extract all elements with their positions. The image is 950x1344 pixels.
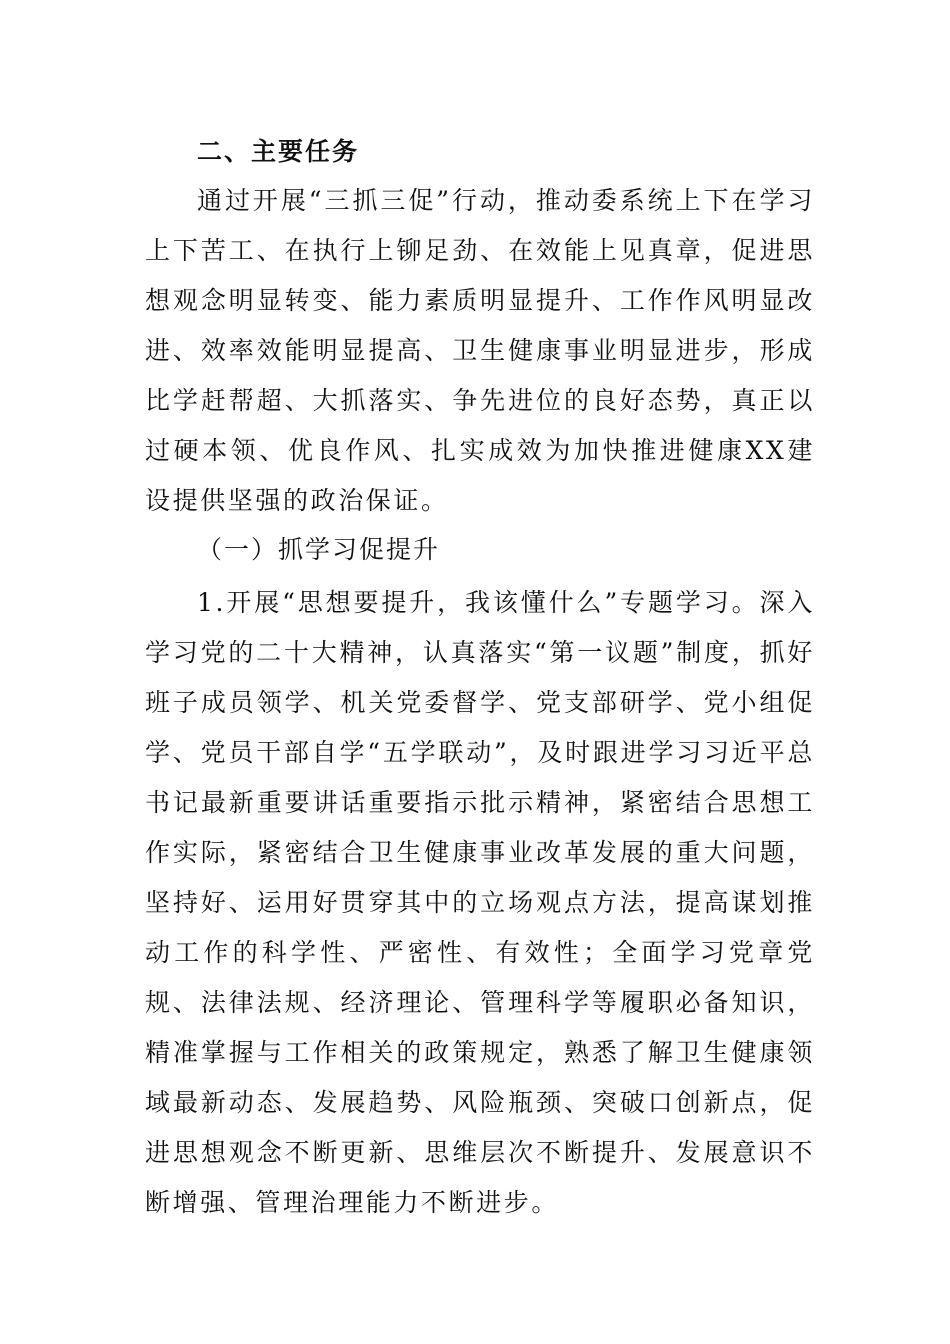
subsection-heading: （一）抓学习促提升 [197, 535, 441, 564]
paragraph-study-item-1: 1.开展“思想要提升，我该懂什么”专题学习。深入学习党的二十大精神，认真落实“第一议题”制度，抓好班子成员领学、机关党委督学、党支部研学、党小组促学、党员干部自学“五学联动”，及时跟进学习习近平总书记最新重要讲话重要指示批示精神，紧密结合思想工作实际，紧密结合卫生健康事业改革发展的重大问题，坚持好、运用好贯穿其中的立场观点方法，提高谋划推动工作的科学性、严密性、有效性；全面学习党章党规、法律法规、经济理论、管理科学等履职必备知识，精准掌握与工作相关的政策规定，熟悉了解卫生健康领域最新动态、发展趋势、风险瓶颈、突破口创新点，促进思想观念不断更新、思维层次不断提升、发展意识不断增强、管理治理能力不断进步。 [145, 588, 815, 1217]
section-heading: 二、主要任务 [197, 137, 360, 166]
paragraph-main-tasks: 通过开展“三抓三促”行动，推动委系统上下在学习上下苦工、在执行上铆足劲、在效能上见真章，促进思想观念明显转变、能力素质明显提升、工作作风明显改进、效率效能明显提高、卫生健康事业明显进步，形成比学赶帮超、大抓落实、争先进位的良好态势，真正以过硬本领、优良作风、扎实成效为加快推进健康XX建设提供坚强的政治保证。 [145, 186, 815, 515]
